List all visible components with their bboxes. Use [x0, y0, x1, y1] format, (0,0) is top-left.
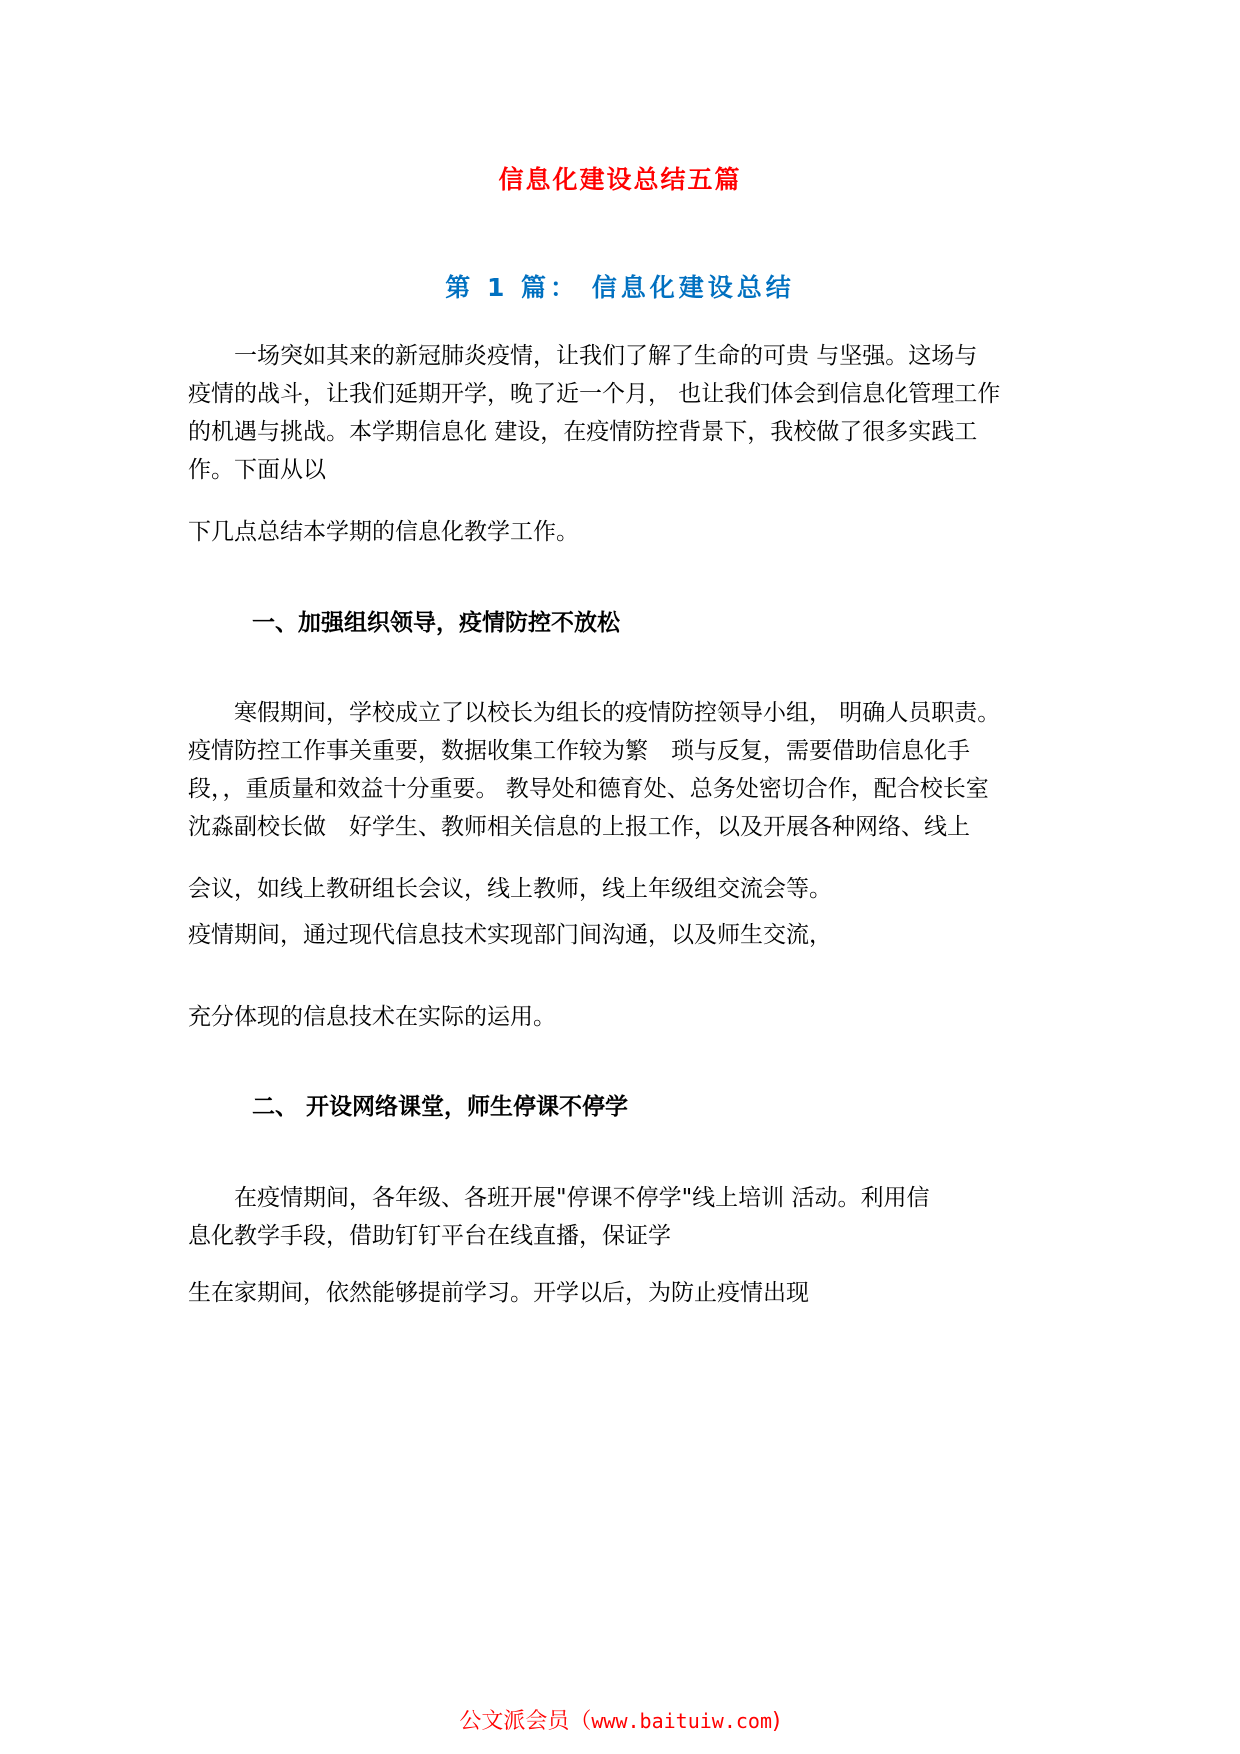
footer-brand: 公文派会员（: [459, 1709, 592, 1734]
section-heading-2: 二、 开设网络课堂，师生停课不停学: [252, 1094, 629, 1120]
paragraph-line: 段，，重质量和效益十分重要。 教导处和德育处、总务处密切合作，配合校长室: [188, 776, 989, 802]
paragraph-line: 寒假期间，学校成立了以校长为组长的疫情防控领导小组， 明确人员职责。: [188, 700, 1001, 726]
footer-watermark: [0, 1704, 1240, 1739]
paragraph-line: 疫情防控工作事关重要，数据收集工作较为繁 琐与反复，需要借助信息化手: [188, 738, 970, 764]
paragraph-line: 沈淼副校长做 好学生、教师相关信息的上报工作，以及开展各种网络、线上: [188, 814, 970, 840]
footer-close: ): [772, 1709, 781, 1734]
paragraph-intro: [188, 337, 1068, 489]
paragraph-line: 生在家期间，依然能够提前学习。开学以后，为防止疫情出现: [188, 1280, 809, 1306]
paragraph-line: 下几点总结本学期的信息化教学工作。: [188, 519, 579, 545]
chapter-title: 第 1 篇： 信息化建设总结: [445, 273, 795, 302]
paragraph-section-1: [188, 694, 1068, 846]
paragraph-line: 会议，如线上教研组长会议，线上教师，线上年级组交流会等。: [188, 876, 832, 902]
paragraph-section-2: [188, 1179, 1068, 1255]
paragraph-line: 充分体现的信息技术在实际的运用。: [188, 1004, 556, 1030]
paragraph-line: 的机遇与挑战。本学期信息化 建设，在疫情防控背景下，我校做了很多实践工: [188, 419, 978, 445]
section-heading-1: 一、加强组织领导，疫情防控不放松: [252, 610, 620, 636]
paragraph-section-1-continued: [188, 870, 1068, 954]
paragraph-line: 作。下面从以: [188, 457, 326, 483]
paragraph-section-1-end: [188, 998, 1068, 1036]
paragraph-line: 疫情期间，通过现代信息技术实现部门间沟通，以及师生交流，: [188, 922, 832, 948]
document-title: 信息化建设总结五篇: [498, 165, 742, 194]
paragraph-line: 息化教学手段，借助钉钉平台在线直播，保证学: [188, 1223, 671, 1249]
paragraph-line: 疫情的战斗，让我们延期开学，晚了近一个月， 也让我们体会到信息化管理工作: [188, 381, 1001, 407]
paragraph-intro-continued: [188, 513, 1068, 551]
footer-url[interactable]: www.baituiw.com: [591, 1709, 773, 1733]
paragraph-line: 在疫情期间，各年级、各班开展"停课不停学"线上培训 活动。利用信: [188, 1185, 930, 1211]
paragraph-section-2-continued: [188, 1274, 1068, 1312]
paragraph-line: 一场突如其来的新冠肺炎疫情，让我们了解了生命的可贵 与坚强。这场与: [188, 343, 978, 369]
